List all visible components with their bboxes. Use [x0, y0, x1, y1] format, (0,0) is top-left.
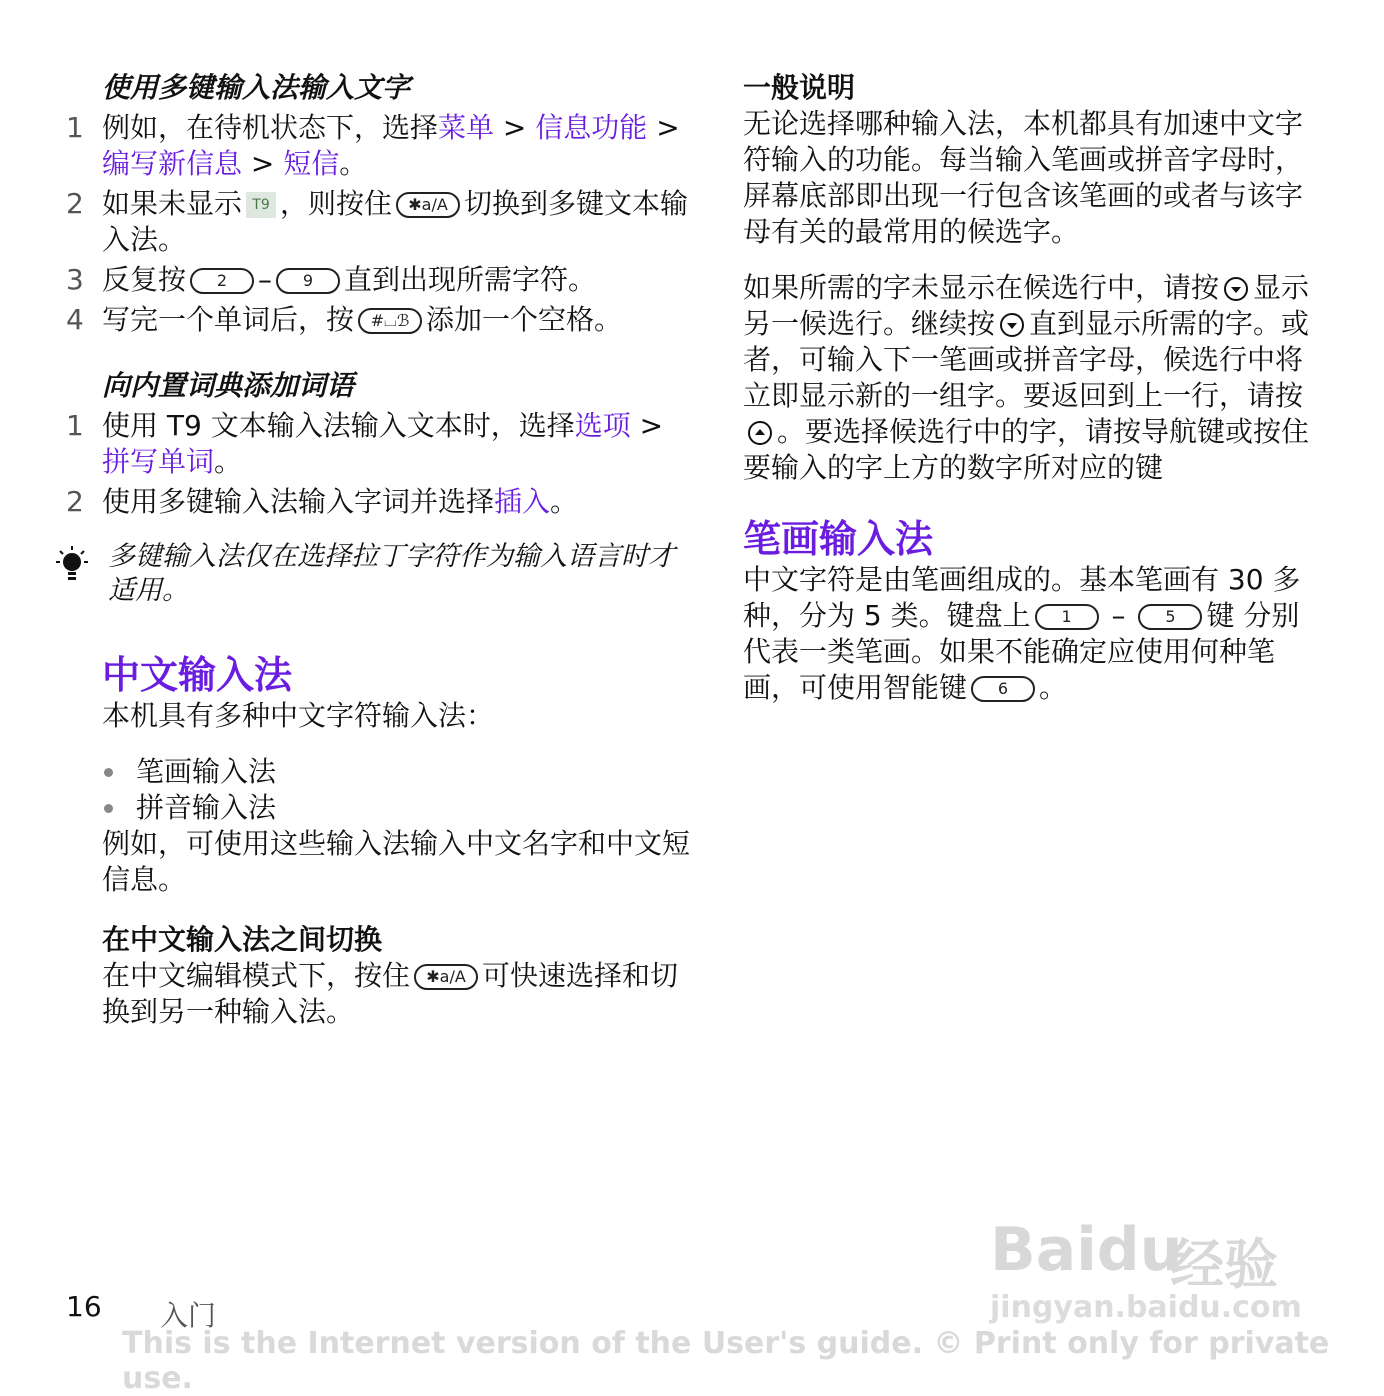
step-number: 3	[66, 263, 84, 296]
step-text: 如果未显示	[102, 187, 243, 220]
step-text: 直到出现所需字符。	[344, 263, 597, 296]
page-number: 16	[66, 1290, 102, 1323]
heading-general: 一般说明	[743, 71, 856, 104]
nav-down-icon	[999, 312, 1025, 338]
baidu-watermark-url: jingyan.baidu.com	[990, 1290, 1302, 1325]
chinese-intro: 本机具有多种中文字符输入法：	[102, 699, 495, 732]
key-5-icon: 5	[1138, 604, 1202, 630]
punctuation: 。	[1039, 671, 1068, 704]
key-1-icon: 1	[1035, 604, 1099, 630]
heading-dictionary: 向内置词典添加词语	[102, 369, 355, 402]
dict-step-1	[0, 408, 690, 480]
separator: >	[242, 147, 284, 180]
switch-text-a: 在中文编辑模式下，按住	[102, 959, 411, 992]
step-3	[0, 262, 690, 298]
bullet-text: 拼音输入法	[136, 791, 277, 824]
nav-down-icon	[1223, 276, 1249, 302]
heading-switch: 在中文输入法之间切换	[102, 923, 383, 956]
separator: >	[630, 409, 664, 442]
bullet-text: 笔画输入法	[136, 755, 277, 788]
general-text: 无论选择哪种输入法，本机都具有加速中文字符输入的功能。每当输入笔画或拼音字母时，屏幕底部即出现一行包含该笔画的或者与该字母有关的最常用的候选字。	[743, 107, 1304, 248]
example-text: 例如，可使用这些输入法输入中文名字和中文短信息。	[102, 827, 691, 896]
spell-word-link[interactable]: 拼写单词	[102, 445, 215, 478]
step-text: 写完一个单词后，按	[102, 303, 355, 336]
messaging-link[interactable]: 信息功能	[535, 111, 648, 144]
section-name: 入门	[160, 1299, 217, 1332]
separator: >	[647, 111, 680, 144]
stroke-text-a: 中文字符是由笔画组成的。基本笔画有 30 多种，分为 5 类。键盘上	[743, 563, 1301, 632]
candidate-text-b: 显示另一候选行。继续按	[743, 271, 1310, 340]
dict-step-2	[0, 484, 690, 520]
left-column	[0, 70, 690, 1030]
step-number: 1	[66, 409, 84, 442]
footer-note: This is the Internet version of the User's guide. © Print only for private use.	[122, 1326, 1330, 1396]
punctuation: 。	[214, 445, 243, 478]
write-new-link[interactable]: 编写新信息	[102, 147, 243, 180]
hash-key-icon: #⌴ℬ	[358, 308, 422, 334]
step-text: 使用多键输入法输入字词并选择	[102, 485, 495, 518]
dash: –	[258, 263, 273, 296]
star-key-icon: ✱a/A	[396, 192, 460, 218]
dash: –	[1102, 599, 1135, 632]
right-column	[743, 70, 1323, 706]
step-4	[0, 302, 690, 338]
step-2	[0, 186, 690, 258]
stroke-text-b: 键 分别代表一类笔画。如果不能确定应使用何种笔画，可使用智能键	[743, 599, 1300, 704]
list-item	[0, 790, 690, 826]
insert-link[interactable]: 插入	[494, 485, 551, 518]
heading-stroke-input: 笔画输入法	[743, 517, 934, 561]
step-text: 例如，在待机状态下，选择	[102, 111, 439, 144]
t9-icon: T9	[246, 192, 276, 218]
list-item	[0, 754, 690, 790]
options-link[interactable]: 选项	[574, 409, 631, 442]
step-number: 4	[66, 303, 84, 336]
baidu-watermark-cn: 经验	[1170, 1233, 1278, 1296]
candidate-text-d: 。要选择候选行中的字，请按导航键或按住要输入的字上方的数字所对应的键	[743, 415, 1310, 484]
candidate-text-c: 直到显示所需的字。或者，可输入下一笔画或拼音字母，候选行中将立即显示新的一组字。要返回到上一行，请按	[743, 307, 1310, 412]
step-1	[0, 110, 690, 182]
punctuation: 。	[339, 147, 368, 180]
step-number: 2	[66, 187, 84, 220]
key-2-icon: 2	[190, 268, 254, 294]
heading-multitap: 使用多键输入法输入文字	[102, 71, 411, 104]
heading-chinese-input: 中文输入法	[102, 653, 293, 697]
step-text: 使用 T9 文本输入法输入文本时，选择	[102, 409, 575, 442]
step-number: 2	[66, 485, 84, 518]
key-6-icon: 6	[971, 676, 1035, 702]
punctuation: 。	[550, 485, 579, 518]
step-text: 添加一个空格。	[426, 303, 623, 336]
candidate-text	[743, 270, 1323, 486]
step-text: 切换到多键文本输入法。	[102, 187, 689, 256]
switch-text-b: 可快速选择和切换到另一种输入法。	[102, 959, 679, 1028]
star-key-icon: ✱a/A	[414, 964, 478, 990]
key-9-icon: 9	[276, 268, 340, 294]
sms-link[interactable]: 短信	[283, 147, 340, 180]
nav-up-icon	[747, 420, 773, 446]
step-text: 反复按	[102, 263, 187, 296]
stroke-text	[743, 562, 1323, 706]
step-number: 1	[66, 111, 84, 144]
step-text: ，则按住	[280, 187, 393, 220]
candidate-text-a: 如果所需的字未显示在候选行中，请按	[743, 271, 1220, 304]
separator: >	[494, 111, 536, 144]
tip-text: 多键输入法仅在选择拉丁字符作为输入语言时才适用。	[108, 541, 675, 606]
menu-link[interactable]: 菜单	[438, 111, 495, 144]
switch-text	[0, 958, 690, 1030]
baidu-watermark-logo: Baidu	[990, 1215, 1183, 1285]
